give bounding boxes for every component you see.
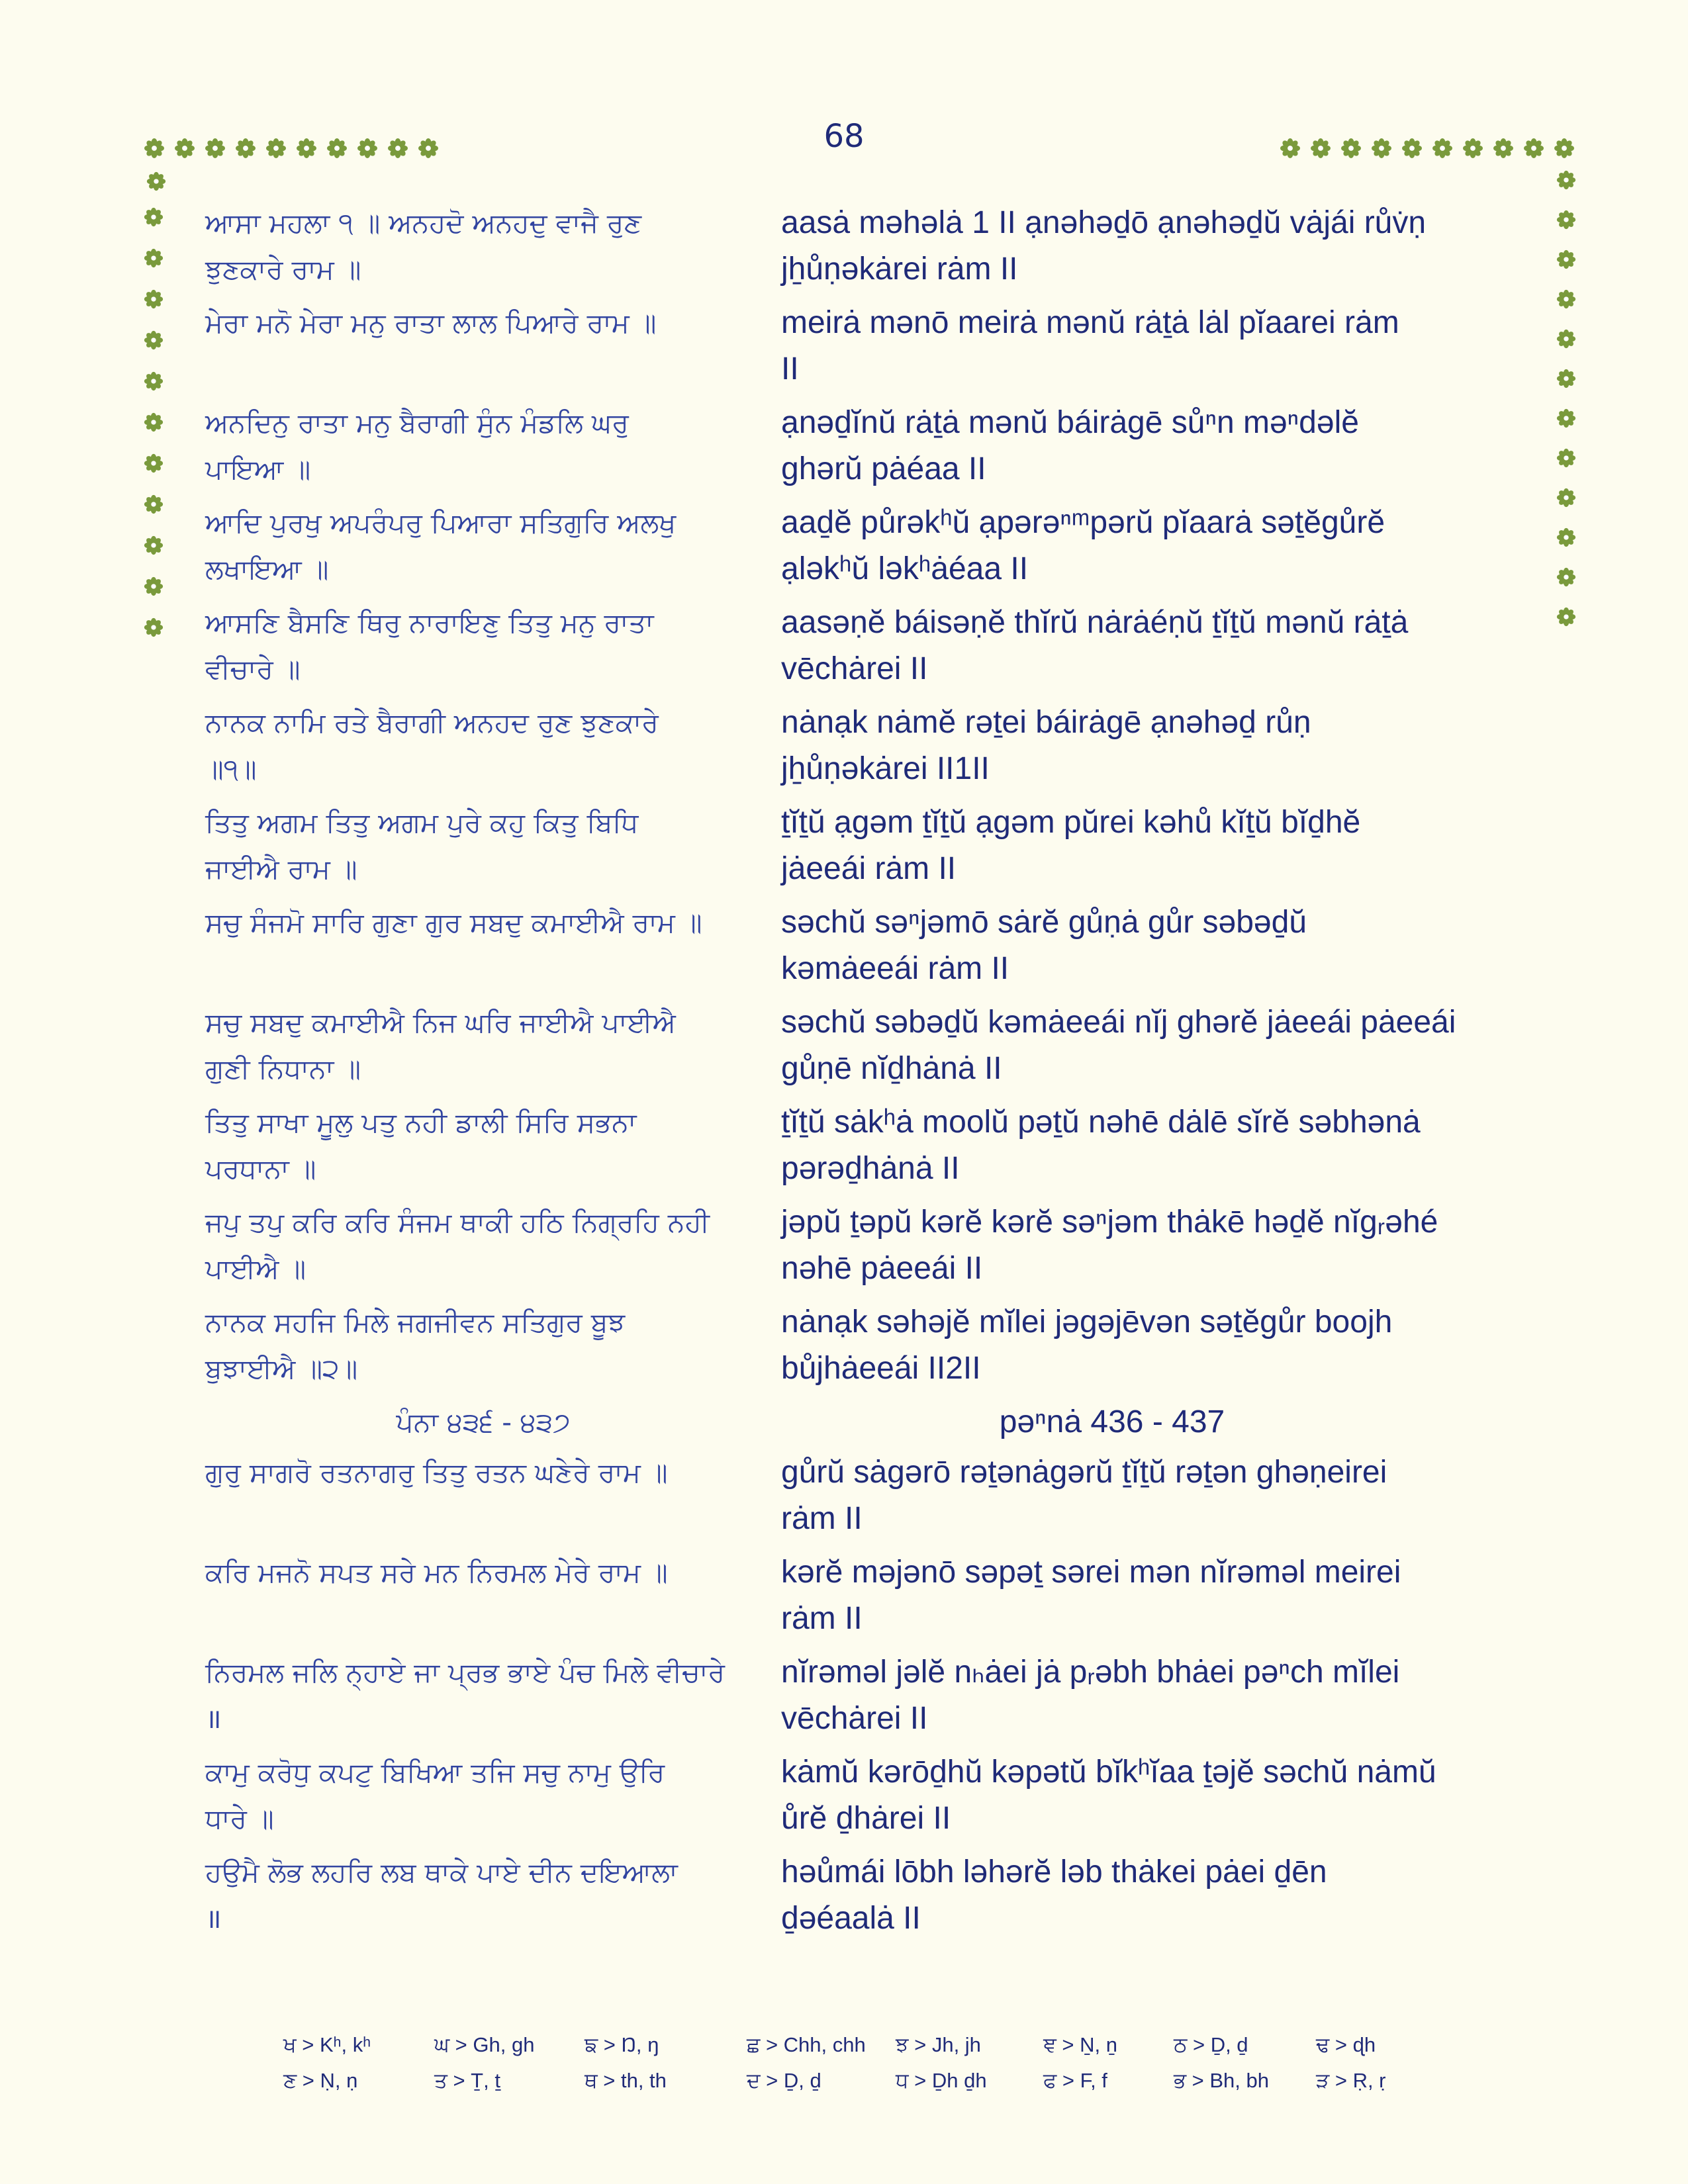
verse-row: [205, 400, 1523, 500]
verse-row: [205, 799, 1523, 899]
gurmukhi-line: ਆਦਿ ਪੁਰਖੁ ਅਪਰੰਪਰੁ ਪਿਆਰਾ ਸਤਿਗੁਰਿ ਅਲਖੁ: [205, 507, 677, 539]
flower-border-top-right: [1279, 132, 1583, 164]
legend-item: ਙ > Ŋ, ŋ: [585, 2033, 659, 2056]
verse-row: [205, 1849, 1523, 1949]
transliteration-text: [781, 1549, 1529, 1642]
page-range-gurmukhi: ਪੰਨਾ ੪੩੬ - ੪੩੭: [396, 1406, 571, 1438]
flower-icon: [1556, 169, 1577, 191]
flower-border-left: [140, 171, 172, 192]
transliteration-line: ghərŭ pȧéaa II: [781, 451, 986, 486]
transliteration-line: vēchȧrei II: [781, 1701, 928, 1736]
gurmukhi-line: ਅਨਦਿਨੁ ਰਾਤਾ ਮਨੁ ਬੈਰਾਗੀ ਸੁੰਨ ਮੰਡਲਿ ਘਰੁ: [205, 407, 629, 439]
gurmukhi-line: ਕਰਿ ਮਜਨੋ ਸਪਤ ਸਰੇ ਮਨ ਨਿਰਮਲ ਮੇਰੇ ਰਾਮ ॥: [205, 1557, 668, 1588]
flower-icon: [173, 137, 196, 159]
gurmukhi-text: [205, 1749, 774, 1849]
flower-icon: [143, 576, 164, 597]
transliteration-line: səchŭ səⁿjəmō sȧrĕ gůṇȧ gůr səbəḏŭ: [781, 905, 1307, 940]
transliteration-line: meirȧ mənō meirȧ mənŭ rȧṯȧ lȧl pĭaarei rȧm: [781, 305, 1399, 340]
gurmukhi-line: ਮੇਰਾ ਮਨੋ ਮੇਰਾ ਮਨੁ ਰਾਤਾ ਲਾਲ ਪਿਆਰੇ ਰਾਮ ॥: [205, 307, 657, 339]
legend-item: ਦ > Ḏ, ḏ: [747, 2069, 821, 2092]
page-range-heading: [205, 1399, 1523, 1449]
legend-item: ਤ > Ṯ, ṯ: [434, 2069, 500, 2092]
transliteration-text: [781, 1449, 1529, 1542]
transliteration-text: [781, 300, 1529, 392]
gurmukhi-text: [205, 700, 774, 799]
flower-icon: [1279, 137, 1301, 159]
transliteration-text: [781, 1199, 1529, 1292]
flower-icon: [204, 137, 226, 159]
transliteration-text: [781, 500, 1529, 592]
flower-icon: [1556, 328, 1577, 349]
legend-item: ਣ > Ṇ, ṇ: [283, 2069, 358, 2092]
gurmukhi-text: [205, 1299, 774, 1399]
transliteration-line: jȧeeái rȧm II: [781, 851, 957, 886]
flower-icon: [1431, 137, 1454, 159]
verse-row: [205, 1649, 1523, 1749]
gurmukhi-line: ਧਾਰੇ ॥: [205, 1803, 274, 1835]
transliteration-line: ḏəéaalȧ II: [781, 1901, 921, 1936]
gurmukhi-line: ਲਖਾਇਆ ॥: [205, 553, 329, 585]
verse-row: [205, 500, 1523, 600]
transliteration-line: aasəṇĕ báisəṇĕ thĭrŭ nȧrȧéṇŭ ṯĭṯŭ mənŭ rȧṯȧ: [781, 605, 1409, 640]
transliteration-line: kȧmŭ kərōḏhŭ kəpətŭ bĭkʰĭaa ṯəjĕ səchŭ nȧmŭ: [781, 1754, 1436, 1790]
verse-row: [205, 600, 1523, 700]
gurmukhi-text: [205, 1199, 774, 1299]
verse-row: [205, 899, 1523, 999]
flower-icon: [1556, 527, 1577, 548]
verse-row: [205, 999, 1523, 1099]
transliteration-line: ạnəḏĭnŭ rȧṯȧ mənŭ báirȧgē sůⁿn məⁿdəlĕ: [781, 405, 1359, 440]
legend-row: [283, 2069, 1475, 2105]
flower-icon: [1492, 137, 1515, 159]
transliteration-line: gůṇē nĭḏhȧnȧ II: [781, 1051, 1002, 1086]
legend-row: [283, 2033, 1475, 2069]
flower-border-inner-left: [138, 206, 169, 658]
gurmukhi-line: ਜਾਈਐ ਰਾਮ ॥: [205, 853, 357, 885]
gurmukhi-text: [205, 799, 774, 899]
verse-row: [205, 300, 1523, 400]
gurmukhi-text: [205, 1549, 774, 1649]
gurmukhi-line: ਸਚੁ ਸਬਦੁ ਕਮਾਈਐ ਨਿਜ ਘਰਿ ਜਾਈਐ ਪਾਈਐ: [205, 1007, 676, 1038]
legend-item: ਠ > Ḏ, ḏ: [1174, 2033, 1248, 2056]
verse-row: [205, 1449, 1523, 1549]
transliteration-text: [781, 1649, 1529, 1742]
transliteration-text: [781, 1099, 1529, 1192]
transliteration-text: [781, 899, 1529, 992]
flower-icon: [1370, 137, 1393, 159]
gurmukhi-line: ਜਪੁ ਤਪੁ ਕਰਿ ਕਰਿ ਸੰਜਮ ਥਾਕੀ ਹਠਿ ਨਿਗ੍ਰਹਿ ਨਹੀ: [205, 1206, 710, 1238]
flower-icon: [1556, 368, 1577, 389]
gurmukhi-line: ਝੁਣਕਾਰੇ ਰਾਮ ॥: [205, 253, 361, 285]
flower-icon: [1556, 487, 1577, 508]
flower-icon: [356, 137, 379, 159]
flower-icon: [146, 171, 167, 192]
flower-icon: [143, 330, 164, 351]
transliteration-line: nəhē pȧeeái II: [781, 1251, 983, 1286]
flower-icon: [265, 137, 287, 159]
transliteration-line: ṯĭṯŭ sȧkʰȧ moolŭ pəṯŭ nəhē dȧlē sĭrĕ səbhənȧ: [781, 1105, 1421, 1140]
flower-icon: [1556, 289, 1577, 310]
legend-item: ਧ > Ḏh ḏh: [896, 2069, 987, 2092]
flower-icon: [1556, 408, 1577, 429]
gurmukhi-text: [205, 1849, 774, 1949]
flower-icon: [234, 137, 257, 159]
gurmukhi-text: [205, 200, 774, 300]
flower-icon: [143, 617, 164, 638]
flower-icon: [1556, 209, 1577, 230]
gurmukhi-text: [205, 600, 774, 700]
flower-icon: [1309, 137, 1332, 159]
gurmukhi-text: [205, 300, 774, 400]
flower-icon: [1553, 137, 1575, 159]
gurmukhi-line: ਤਿਤੁ ਸਾਖਾ ਮੂਲੁ ਪਤੁ ਨਹੀ ਡਾਲੀ ਸਿਰਿ ਸਭਨਾ: [205, 1107, 637, 1138]
transliteration-line: səchŭ səbəḏŭ kəmȧeeái nĭj ghərĕ jȧeeái pȧeeái: [781, 1005, 1456, 1040]
transliteration-line: bůjhȧeeái II2II: [781, 1351, 981, 1386]
flower-icon: [1556, 606, 1577, 627]
gurmukhi-text: [205, 1649, 774, 1749]
flower-icon: [143, 412, 164, 433]
legend-item: ਫ > F, f: [1043, 2069, 1107, 2092]
transliteration-text: [781, 1299, 1529, 1392]
gurmukhi-line: ਗੁਰੁ ਸਾਗਰੋ ਰਤਨਾਗਰੁ ਤਿਤੁ ਰਤਨ ਘਣੇਰੇ ਰਾਮ ॥: [205, 1457, 668, 1488]
flower-icon: [326, 137, 348, 159]
page-number: 68: [823, 118, 865, 155]
transliteration-line: nĭrəməl jəlĕ nₕȧei jȧ pᵣəbh bhȧei pəⁿch mĭlei: [781, 1655, 1400, 1690]
flower-icon: [1462, 137, 1484, 159]
page-range-transliteration: pəⁿnȧ 436 - 437: [999, 1404, 1225, 1439]
transliteration-line: kəmȧeeái rȧm II: [781, 951, 1009, 986]
transliteration-text: [781, 1849, 1529, 1942]
flower-border-right: [1550, 169, 1582, 646]
gurmukhi-line: [205, 346, 774, 392]
gurmukhi-text: [205, 400, 774, 500]
flower-border-top-left: [143, 132, 447, 164]
transliteration-line: jəpŭ ṯəpŭ kərĕ kərĕ səⁿjəm thȧkē həḏĕ nĭgᵣəhé: [781, 1205, 1438, 1240]
gurmukhi-line: ਨਾਨਕ ਸਹਜਿ ਮਿਲੇ ਜਗਜੀਵਨ ਸਤਿਗੁਰ ਬੂਝ: [205, 1306, 626, 1338]
legend-item: ਢ > ɖh: [1316, 2033, 1376, 2056]
gurmukhi-line: ਪਰਧਾਨਾ ॥: [205, 1153, 316, 1185]
verse-row: [205, 700, 1523, 799]
flower-icon: [1556, 249, 1577, 270]
flower-icon: [143, 289, 164, 310]
gurmukhi-line: ਕਾਮੁ ਕਰੋਧੁ ਕਪਟੁ ਬਿਖਿਆ ਤਜਿ ਸਚੁ ਨਾਮੁ ਉਰਿ: [205, 1756, 665, 1788]
flower-icon: [143, 371, 164, 392]
gurmukhi-line: ॥: [205, 1903, 222, 1934]
verse-row: [205, 1099, 1523, 1199]
transliteration-line: II: [781, 351, 799, 387]
verse-table: [205, 200, 1523, 1949]
transliteration-text: [781, 400, 1529, 492]
gurmukhi-line: ਹਉਮੈ ਲੋਭ ਲਹਰਿ ਲਬ ਥਾਕੇ ਪਾਏ ਦੀਨ ਦਇਆਲਾ: [205, 1856, 678, 1888]
transliteration-line: nȧnạk nȧmĕ rəṯei báirȧgē ạnəhəḏ růṇ: [781, 705, 1311, 740]
gurmukhi-line: [205, 946, 774, 992]
flower-icon: [143, 137, 165, 159]
flower-icon: [1556, 447, 1577, 469]
gurmukhi-line: ॥੧॥: [205, 753, 257, 785]
verse-row: [205, 200, 1523, 300]
gurmukhi-line: ਆਸਣਿ ਬੈਸਣਿ ਥਿਰੁ ਨਾਰਾਇਣੁ ਤਿਤੁ ਮਨੁ ਰਾਤਾ: [205, 607, 654, 639]
transliteration-line: aasȧ məhəlȧ 1 II ạnəhəḏō ạnəhəḏŭ vȧjái rův̇ṇ: [781, 205, 1427, 240]
gurmukhi-line: ਵੀਚਾਰੇ ॥: [205, 653, 301, 685]
gurmukhi-text: [205, 899, 774, 999]
transliteration-line: vēchȧrei II: [781, 651, 928, 686]
verse-row: [205, 1199, 1523, 1299]
flower-icon: [143, 535, 164, 556]
gurmukhi-line: ॥: [205, 1703, 222, 1735]
flower-icon: [295, 137, 318, 159]
flower-icon: [1401, 137, 1423, 159]
gurmukhi-line: ਤਿਤੁ ਅਗਮ ਤਿਤੁ ਅਗਮ ਪੁਰੇ ਕਹੁ ਕਿਤੁ ਬਿਧਿ: [205, 807, 639, 839]
transliteration-line: jẖůṇəkȧrei II1II: [781, 751, 990, 786]
gurmukhi-line: ਬੁਝਾਈਐ ॥੨॥: [205, 1353, 358, 1385]
transliteration-line: ůrĕ ḏhȧrei II: [781, 1801, 951, 1836]
transliteration-line: kərĕ məjənō səpəṯ sərei mən nĭrəməl meirei: [781, 1555, 1401, 1590]
gurmukhi-line: [205, 1596, 774, 1642]
gurmukhi-line: ਸਚੁ ਸੰਜਮੋ ਸਾਰਿ ਗੁਣਾ ਗੁਰ ਸਬਦੁ ਕਮਾਈਐ ਰਾਮ ॥: [205, 907, 702, 938]
transliteration-text: [781, 200, 1529, 293]
transliteration-line: gůrŭ sȧgərō rəṯənȧgərŭ ṯĭṯŭ rəṯən ghəṇeirei: [781, 1455, 1387, 1490]
transliteration-line: ṯĭṯŭ ạgəm ṯĭṯŭ ạgəm pŭrei kəhů kĭṯŭ bĭḏhĕ: [781, 805, 1361, 840]
transliteration-line: pərəḏhȧnȧ II: [781, 1151, 960, 1186]
legend-item: ਞ > Ṉ, ṉ: [1043, 2033, 1117, 2056]
verse-row: [205, 1549, 1523, 1649]
legend-item: ੜ > Ṛ, ṛ: [1316, 2069, 1386, 2092]
gurmukhi-text: [205, 1449, 774, 1549]
flower-icon: [387, 137, 409, 159]
flower-icon: [1340, 137, 1362, 159]
flower-icon: [1523, 137, 1545, 159]
legend-item: ਥ > th, th: [585, 2069, 667, 2092]
gurmukhi-line: ਗੁਣੀ ਨਿਧਾਨਾ ॥: [205, 1053, 361, 1085]
gurmukhi-line: ਆਸਾ ਮਹਲਾ ੧ ॥ ਅਨਹਦੋ ਅਨਹਦੁ ਵਾਜੈ ਰੁਣ: [205, 207, 642, 239]
transliteration-line: aaḏĕ půrəkʰŭ ạpərəⁿᵐpərŭ pĭaarȧ səṯĕgůrĕ: [781, 505, 1385, 540]
flower-icon: [143, 248, 164, 269]
transliteration-text: [781, 1749, 1529, 1842]
legend-item: ਘ > Gh, gh: [434, 2033, 535, 2056]
transliteration-legend: [283, 2033, 1475, 2105]
verse-row: [205, 1299, 1523, 1399]
gurmukhi-line: ਪਾਇਆ ॥: [205, 453, 311, 485]
legend-item: ਖ > Kʰ, kʰ: [283, 2033, 371, 2056]
gurmukhi-text: [205, 999, 774, 1099]
legend-item: ਭ > Bh, bh: [1174, 2069, 1269, 2092]
transliteration-text: [781, 799, 1529, 892]
legend-item: ਝ > Jh, jh: [896, 2033, 981, 2056]
transliteration-line: həůmái lōbh ləhərĕ ləb thȧkei pȧei ḏēn: [781, 1854, 1327, 1889]
transliteration-text: [781, 700, 1529, 792]
gurmukhi-line: ਪਾਈਐ ॥: [205, 1253, 306, 1285]
flower-icon: [417, 137, 440, 159]
gurmukhi-line: ਨਿਰਮਲ ਜਲਿ ਨ੍ਹਾਏ ਜਾ ਪ੍ਰਭ ਭਾਏ ਪੰਚ ਮਿਲੇ ਵੀਚਾਰੇ: [205, 1657, 726, 1688]
transliteration-line: nȧnạk səhəjĕ mĭlei jəgəjēvən səṯĕgůr boojh: [781, 1304, 1393, 1340]
transliteration-line: ạləkʰŭ ləkʰȧéaa II: [781, 551, 1029, 586]
flower-icon: [143, 206, 164, 228]
flower-icon: [143, 494, 164, 515]
legend-item: ਛ > Chh, chh: [747, 2033, 866, 2056]
transliteration-text: [781, 600, 1529, 692]
gurmukhi-line: [205, 1496, 774, 1542]
flower-icon: [143, 453, 164, 474]
transliteration-line: rȧm II: [781, 1601, 863, 1636]
gurmukhi-text: [205, 500, 774, 600]
transliteration-text: [781, 999, 1529, 1092]
verse-row: [205, 1749, 1523, 1849]
flower-icon: [1556, 567, 1577, 588]
gurmukhi-text: [205, 1099, 774, 1199]
gurmukhi-line: ਨਾਨਕ ਨਾਮਿ ਰਤੇ ਬੈਰਾਗੀ ਅਨਹਦ ਰੁਣ ਝੁਣਕਾਰੇ: [205, 707, 659, 739]
transliteration-line: rȧm II: [781, 1501, 863, 1536]
transliteration-line: jẖůṇəkȧrei rȧm II: [781, 251, 1018, 287]
